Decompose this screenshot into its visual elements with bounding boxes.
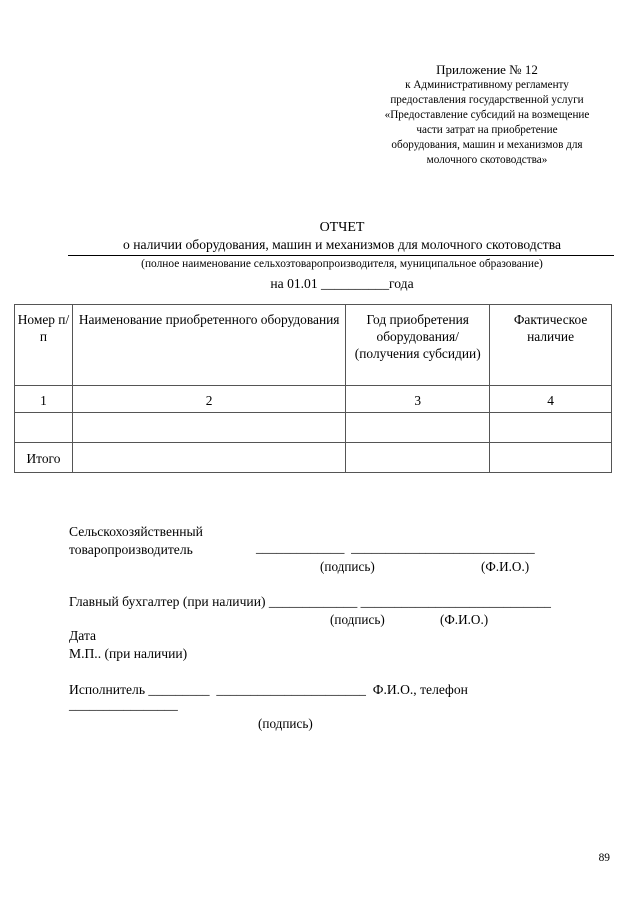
table-cell[interactable] [15, 413, 73, 443]
producer-label-line2: товаропроизводитель [69, 542, 193, 557]
producer-label-line1: Сельскохозяйственный [69, 524, 203, 539]
column-number-1: 1 [15, 386, 73, 413]
table-cell[interactable] [490, 443, 612, 473]
appendix-line-2: к Административному регламенту [405, 79, 569, 91]
chief-accountant-line[interactable]: Главный бухгалтер (при наличии) _____________ ____________________________ [69, 594, 551, 609]
executor-line[interactable]: Исполнитель _________ ______________________ Ф.И.О., телефон [69, 682, 468, 697]
table-cell[interactable] [346, 443, 490, 473]
table-cell[interactable] [346, 413, 490, 443]
appendix-line-5: части затрат на приобретение [416, 124, 558, 136]
appendix-line-4: «Предоставление субсидий на возмещение [384, 109, 590, 121]
table-cell[interactable] [72, 443, 345, 473]
producer-fio-caption: (Ф.И.О.) [481, 559, 530, 574]
report-date-line: на 01.01 __________года [270, 276, 414, 291]
report-subtitle: о наличии оборудования, машин и механизмов для молочного скотоводства [123, 237, 561, 252]
accountant-signature-caption: (подпись) [330, 612, 385, 627]
header-actual-presence: Фактическое наличие [490, 305, 612, 386]
page-number: 89 [598, 852, 610, 864]
appendix-line-7: молочного скотоводства» [426, 154, 548, 166]
name-field-hint: (полное наименование сельхозтоваропроизводителя, муниципальное образование) [141, 258, 543, 270]
name-field-line [68, 255, 614, 256]
header-acquisition-year: Год приобретения оборудования/ (получения субсидии) [346, 305, 490, 386]
table-header-row [15, 305, 612, 386]
appendix-line-3: предоставления государственной услуги [390, 94, 584, 106]
appendix-number: Приложение № 12 [436, 62, 538, 77]
executor-line-continuation[interactable]: ________________ [69, 697, 178, 712]
column-number-2: 2 [72, 386, 345, 413]
equipment-table [14, 304, 612, 473]
column-number-3: 3 [346, 386, 490, 413]
accountant-fio-caption: (Ф.И.О.) [440, 612, 489, 627]
table-cell[interactable] [72, 413, 345, 443]
header-number: Номер п/п [15, 305, 73, 386]
table-numbering-row [15, 386, 612, 413]
producer-signature-caption: (подпись) [320, 559, 375, 574]
table-total-row [15, 443, 612, 473]
column-number-4: 4 [490, 386, 612, 413]
table-cell[interactable] [490, 413, 612, 443]
executor-signature-caption: (подпись) [258, 716, 313, 731]
report-title: ОТЧЕТ [319, 220, 365, 235]
producer-signature-blanks[interactable]: _____________ ___________________________ [256, 540, 535, 555]
appendix-header [352, 62, 622, 168]
table-row [15, 413, 612, 443]
header-equipment-name: Наименование приобретенного оборудования [72, 305, 345, 386]
appendix-line-6: оборудования, машин и механизмов для [391, 139, 583, 151]
stamp-label: М.П.. (при наличии) [69, 646, 188, 661]
total-label: Итого [15, 443, 73, 473]
date-label: Дата [69, 628, 97, 643]
